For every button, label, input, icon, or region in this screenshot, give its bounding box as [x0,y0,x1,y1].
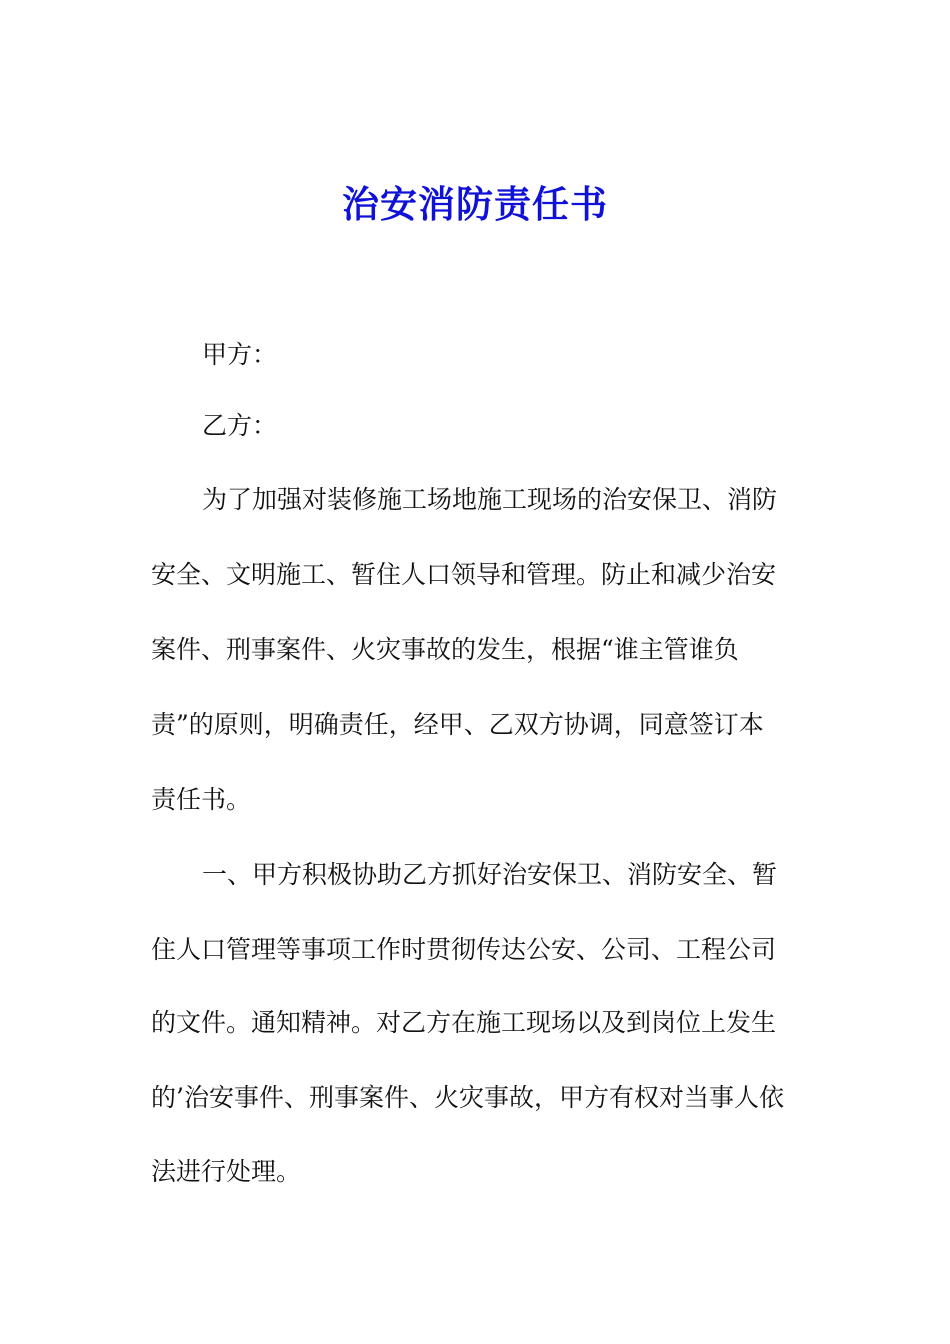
paragraph1-line-2: 安全、文明施工、暂住人口领导和管理。防止和减少治安 [151,560,777,589]
paragraph1-line-3: 案件、刑事案件、火灾事故的发生，根据“谁主管谁负 [151,635,739,664]
paragraph1-line-1: 为了加强对装修施工场地施工现场的治安保卫、消防 [202,485,778,514]
paragraph2-line-5: 法进行处理。 [151,1157,302,1186]
paragraph2-line-2: 住人口管理等事项工作时贯彻传达公安、公司、工程公司 [151,935,777,964]
party-b-label: 乙方： [202,411,278,440]
paragraph2-line-4: 的’治安事件、刑事案件、火灾事故，甲方有权对当事人依 [151,1083,784,1112]
paragraph2-line-3: 的文件。通知精神。对乙方在施工现场以及到岗位上发生 [151,1008,777,1037]
party-a-label: 甲方： [202,340,278,369]
paragraph2-line-1: 一、甲方积极协助乙方抓好治安保卫、消防安全、暂 [202,860,778,889]
document-title: 治安消防责任书 [342,182,608,226]
paragraph1-line-5: 责任书。 [151,785,252,814]
paragraph1-line-4: 责”的原则，明确责任，经甲、乙双方协调，同意签订本 [151,710,764,739]
